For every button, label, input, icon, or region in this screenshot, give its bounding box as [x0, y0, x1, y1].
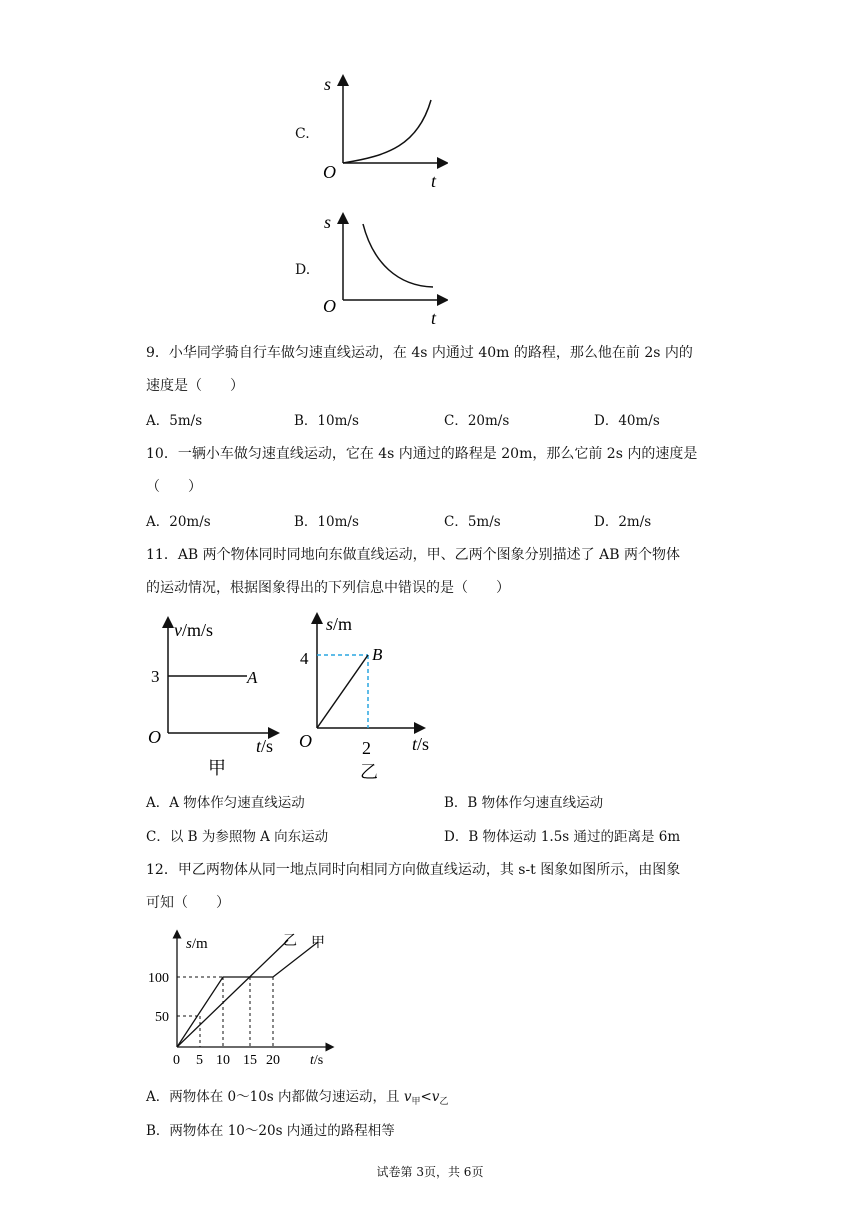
y-tick-50: 50: [155, 1010, 169, 1025]
subscript-yi: 乙: [439, 1097, 449, 1107]
x-axis-label: t/s: [310, 1053, 324, 1068]
caption-yi: 乙: [360, 762, 378, 782]
q11-option-c: C．以 B 为参照物 A 向东运动: [146, 829, 329, 845]
series-jia-line: [177, 942, 318, 1047]
q11-line2: 的运动情况，根据图象得出的下列信息中错误的是（ ）: [146, 580, 510, 596]
series-yi-label: 乙: [283, 934, 297, 949]
option-c-label: C.: [295, 126, 310, 142]
origin-label: O: [323, 296, 336, 316]
q11-option-a: A．A 物体作匀速直线运动: [146, 795, 305, 811]
series-b-line: [317, 655, 368, 728]
page-footer: 试卷第 3页，共 6页: [376, 1165, 484, 1179]
x-axis-label: t/s: [256, 736, 274, 756]
q10-option-b: B．10m/s: [294, 514, 359, 530]
x-tick-10: 10: [216, 1053, 230, 1068]
q10-line1: 10．一辆小车做匀速直线运动，它在 4s 内通过的路程是 20m，那么它前 2s 内的速度是: [146, 446, 698, 462]
origin-label: O: [299, 731, 312, 751]
y-tick-3: 3: [151, 667, 160, 686]
x-tick-0: 0: [173, 1053, 180, 1068]
series-jia-label: 甲: [311, 936, 325, 951]
y-axis-label: v/m/s: [174, 620, 214, 640]
x-axis-label: t/s: [412, 734, 430, 754]
curve-d: [363, 224, 433, 287]
caption-jia: 甲: [208, 758, 226, 778]
q12-line1: 12．甲乙两物体从同一地点同时向相同方向做直线运动，其 s-t 图象如图所示，由图象: [146, 862, 681, 878]
axis-s-label: s: [324, 212, 332, 232]
subscript-jia: 甲: [411, 1097, 421, 1107]
option-d-label: D.: [295, 262, 311, 278]
q10-option-d: D．2m/s: [594, 514, 652, 530]
y-tick-100: 100: [148, 971, 169, 986]
series-a-label: A: [247, 668, 258, 687]
q10-line2: （ ）: [146, 479, 202, 495]
q12-option-b: B．两物体在 10～20s 内通过的路程相等: [146, 1123, 395, 1139]
y-axis-label: s/m: [326, 614, 353, 634]
v-symbol: v: [431, 1089, 440, 1105]
q10-option-a: A．20m/s: [146, 514, 211, 530]
graph-q12: [140, 926, 340, 1072]
graph-yi: [292, 608, 444, 784]
q9-option-a: A．5m/s: [146, 413, 203, 429]
graph-option-c: [318, 70, 448, 190]
axis-t-label: t: [431, 308, 437, 328]
q9-option-b: B．10m/s: [294, 413, 359, 429]
origin-label: O: [148, 727, 161, 747]
graph-jia: [140, 612, 280, 784]
q11-option-d: D．B 物体运动 1.5s 通过的距离是 6m: [444, 829, 681, 845]
origin-label: O: [323, 162, 336, 182]
q12-option-a-text: A．两物体在 0～10s 内都做匀速运动，且: [146, 1089, 404, 1105]
q11-line1: 11．AB 两个物体同时同地向东做直线运动，甲、乙两个图象分别描述了 AB 两个物体: [146, 547, 680, 563]
q10-option-c: C．5m/s: [444, 514, 501, 530]
series-yi-line: [177, 940, 288, 1047]
less-than-sign: <: [420, 1089, 432, 1105]
q12-option-a: [146, 1087, 448, 1112]
graph-option-d: [318, 208, 448, 328]
y-tick-4: 4: [300, 649, 309, 668]
v-symbol: v: [403, 1089, 412, 1105]
y-axis-label: s/m: [186, 936, 208, 952]
x-tick-5: 5: [196, 1053, 203, 1068]
x-tick-2: 2: [362, 738, 371, 758]
q9-line2: 速度是（ ）: [146, 378, 244, 394]
series-b-label: B: [372, 645, 383, 664]
q9-option-d: D．40m/s: [594, 413, 660, 429]
axis-s-label: s: [324, 74, 332, 94]
x-tick-20: 20: [266, 1053, 280, 1068]
curve-c: [343, 100, 431, 163]
q9-option-c: C．20m/s: [444, 413, 510, 429]
axis-t-label: t: [431, 171, 437, 190]
x-tick-15: 15: [243, 1053, 257, 1068]
q11-option-b: B．B 物体作匀速直线运动: [444, 795, 604, 811]
q12-line2: 可知（ ）: [146, 895, 230, 911]
q9-line1: 9．小华同学骑自行车做匀速直线运动，在 4s 内通过 40m 的路程，那么他在前 2s 内的: [146, 345, 693, 361]
